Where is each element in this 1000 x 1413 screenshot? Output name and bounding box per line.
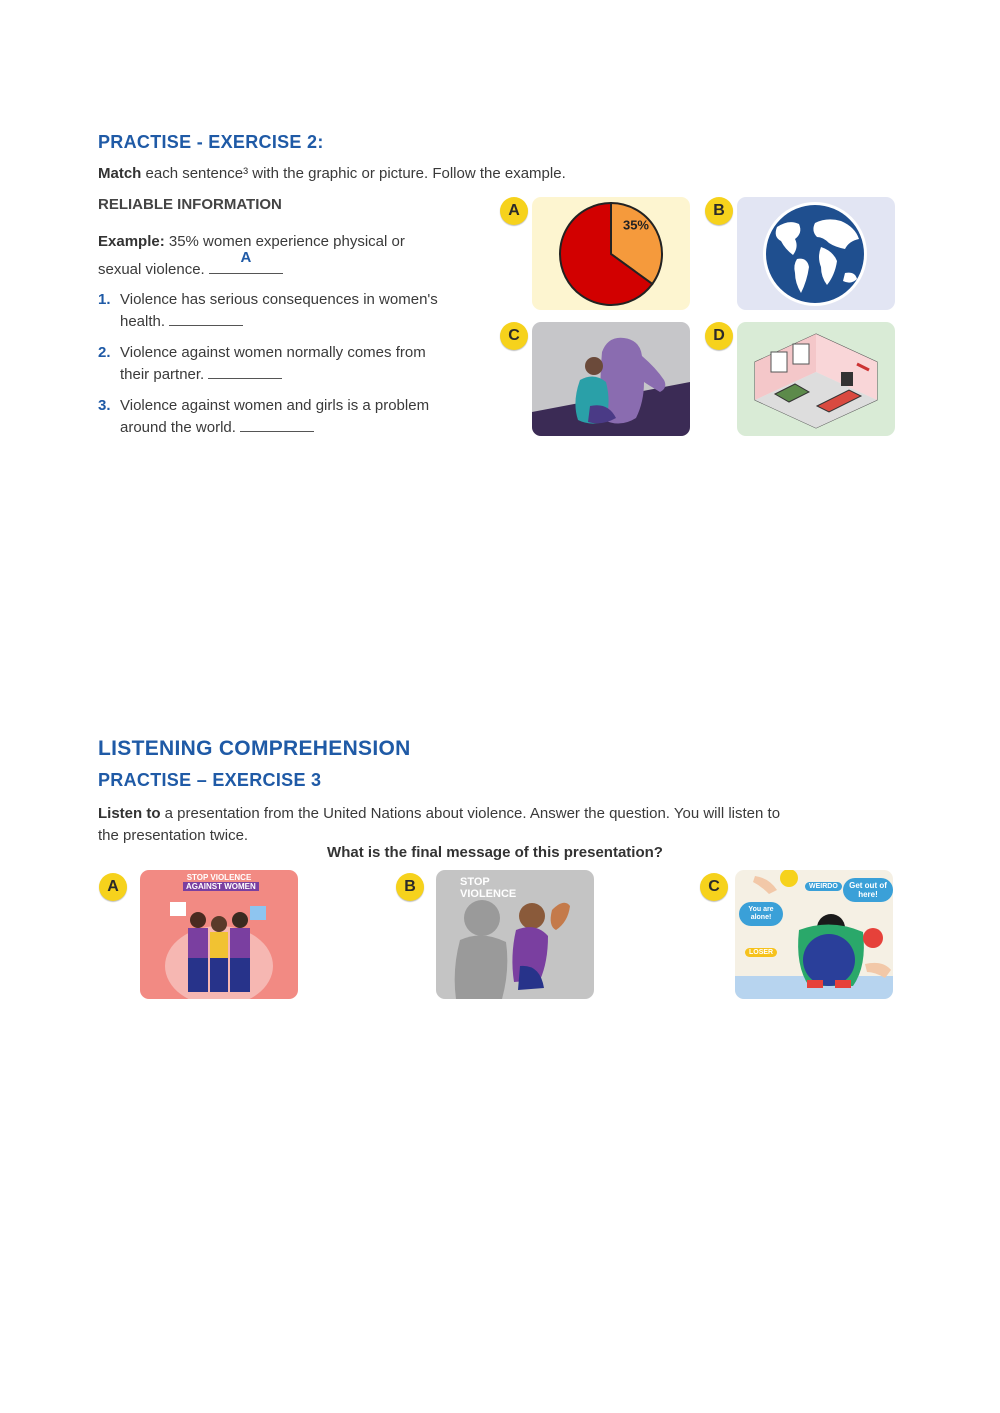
item-text-2: health.: [120, 313, 166, 330]
example-text-2: sexual violence.: [98, 261, 205, 278]
option-c-card: [532, 322, 690, 436]
example-label: Example:: [98, 233, 165, 250]
item-text: Violence has serious consequences in women's: [120, 291, 438, 308]
example-answer: A: [240, 249, 252, 266]
listening-instruction: [98, 803, 898, 847]
listening-option-a-card: [140, 870, 298, 999]
woman-shadow-image: [532, 322, 690, 436]
banner-text-2: AGAINST WOMEN: [183, 882, 259, 891]
option-c-badge: C: [500, 322, 528, 350]
item-text: Violence against women and girls is a problem: [120, 397, 430, 414]
listening-option-a-badge[interactable]: A: [99, 873, 127, 901]
item-text: Violence against women normally comes from: [120, 344, 426, 361]
instruction-bold: Match: [98, 165, 142, 182]
question-text: What is the final message of this presentation?: [327, 844, 663, 861]
listening-option-c-badge[interactable]: C: [700, 873, 728, 901]
item-text-2: their partner.: [120, 366, 205, 383]
item-text-2: around the world.: [120, 419, 236, 436]
example-line-1: [98, 233, 405, 250]
pie-chart: [532, 197, 690, 310]
instruction-text: each sentence³ with the graphic or picture. Follow the example.: [141, 165, 566, 182]
bubble-weirdo: WEIRDO: [805, 882, 842, 891]
option-a-badge: A: [500, 197, 528, 225]
exercise2-instruction: [98, 165, 566, 182]
listening-instruction-text: a presentation from the United Nations about violence. Answer the question. You will listen to: [160, 805, 781, 822]
stop-text-1: STOP: [460, 876, 490, 888]
pie-slice-label: 35%: [622, 217, 650, 233]
world-globe-image: [737, 197, 895, 310]
example-line-2: [98, 249, 283, 278]
option-d-badge: D: [705, 322, 733, 350]
option-b-badge: B: [705, 197, 733, 225]
exercise2-title: PRACTISE - EXERCISE 2:: [98, 132, 324, 152]
listening-option-b-card: [436, 870, 594, 999]
banner-text-1: STOP VIOLENCE: [186, 873, 252, 882]
example-answer-blank: [209, 249, 283, 274]
answer-blank-2[interactable]: [208, 364, 282, 379]
bubble-loser: LOSER: [745, 948, 777, 957]
listening-option-b-badge[interactable]: B: [396, 873, 424, 901]
listening-title: LISTENING COMPREHENSION: [98, 737, 411, 760]
option-b-card: [737, 197, 895, 310]
listening-option-c-card: [735, 870, 893, 999]
isometric-room-image: [737, 322, 895, 436]
item-number: 3.: [98, 397, 111, 414]
section-title: RELIABLE INFORMATION: [98, 196, 282, 213]
bubble-alone: You are alone!: [739, 902, 783, 926]
item-number: 1.: [98, 291, 111, 308]
option-a-card: [532, 197, 690, 310]
item-number: 2.: [98, 344, 111, 361]
example-text: 35% women experience physical or: [164, 233, 405, 250]
listening-subtitle: PRACTISE – EXERCISE 3: [98, 770, 322, 790]
listening-instruction-bold: Listen to: [98, 805, 161, 822]
answer-blank-3[interactable]: [240, 417, 314, 432]
answer-blank-1[interactable]: [169, 311, 243, 326]
stop-text-2: VIOLENCE: [460, 888, 517, 900]
bubble-get-out: Get out of here!: [843, 878, 893, 902]
stop-text: [460, 876, 516, 900]
option-d-card: [737, 322, 895, 436]
listening-instruction-text-2: the presentation twice.: [98, 827, 249, 844]
